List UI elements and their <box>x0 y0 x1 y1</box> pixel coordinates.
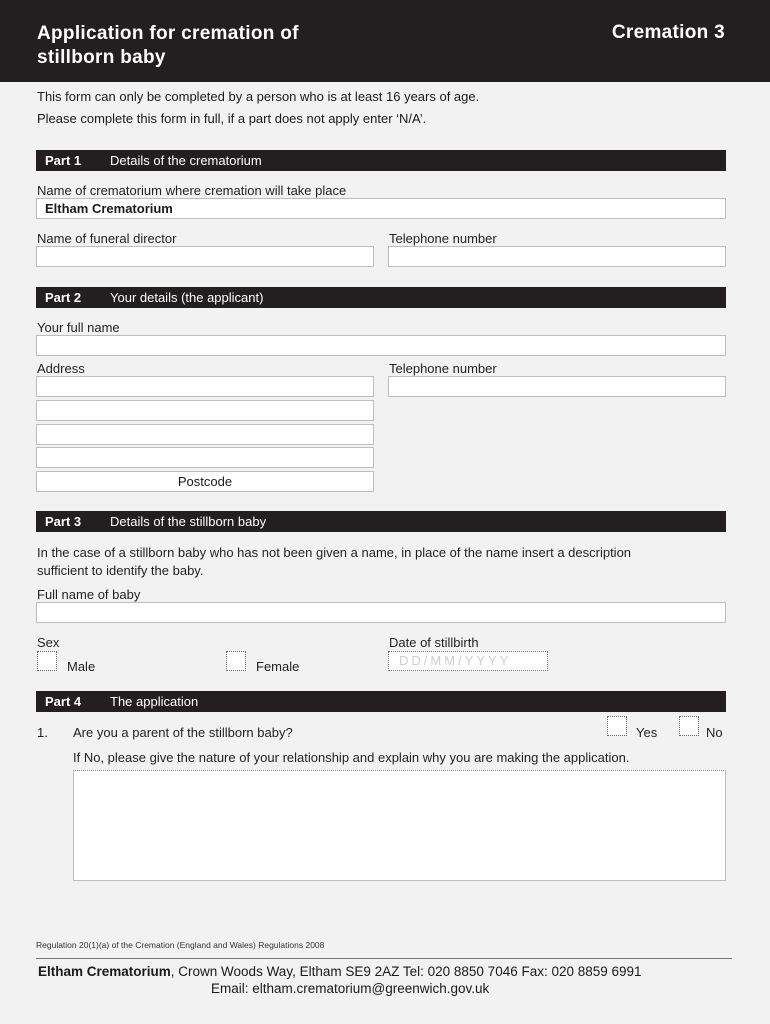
yes-label: Yes <box>636 725 658 740</box>
part2-header <box>36 287 726 308</box>
footer-address-line <box>38 964 642 979</box>
male-label: Male <box>67 659 96 674</box>
baby-name-note-line1: In the case of a stillborn baby who has not been given a name, in place of the name insert a description <box>37 545 632 560</box>
address-line1-field[interactable] <box>36 376 374 397</box>
stillbirth-date-field[interactable]: DD/MM/YYYY <box>388 651 548 671</box>
question1-followup: If No, please give the nature of your relationship and explain why you are making the application. <box>73 750 630 765</box>
intro-line1: This form can only be completed by a person who is at least 16 years of age. <box>37 89 480 104</box>
address-line4-field[interactable] <box>36 447 374 468</box>
applicant-address-label: Address <box>37 361 85 376</box>
part2-number: Part 2 <box>45 290 82 305</box>
part2-title: Your details (the applicant) <box>110 290 264 305</box>
funeral-director-label: Name of funeral director <box>37 231 177 246</box>
baby-name-note-line2: sufficient to identify the baby. <box>37 563 204 578</box>
part4-number: Part 4 <box>45 694 82 709</box>
form-title <box>37 22 397 70</box>
no-checkbox[interactable] <box>679 716 699 736</box>
regulation-reference: Regulation 20(1)(a) of the Cremation (England and Wales) Regulations 2008 <box>36 940 325 950</box>
part3-title: Details of the stillborn baby <box>110 514 267 529</box>
female-label: Female <box>256 659 300 674</box>
postcode-field[interactable]: Postcode <box>36 471 374 492</box>
part1-title: Details of the crematorium <box>110 153 262 168</box>
male-checkbox[interactable] <box>37 651 57 671</box>
female-checkbox[interactable] <box>226 651 246 671</box>
form-code: Cremation 3 <box>611 22 725 43</box>
part3-header <box>36 511 726 532</box>
question1-number: 1. <box>37 725 48 740</box>
applicant-name-label: Your full name <box>37 320 120 335</box>
relationship-explanation-field[interactable] <box>73 770 726 881</box>
crematorium-telephone-field[interactable] <box>388 246 726 267</box>
form-title-line2: stillborn baby <box>37 47 166 68</box>
part4-header <box>36 691 726 712</box>
part3-number: Part 3 <box>45 514 82 529</box>
baby-name-field[interactable] <box>36 602 726 623</box>
part1-header <box>36 150 726 171</box>
sex-label: Sex <box>37 635 60 650</box>
intro-line2: Please complete this form in full, if a part does not apply enter ‘N/A’. <box>37 111 427 126</box>
footer-org-name: Eltham Crematorium <box>38 964 171 979</box>
footer-divider <box>36 958 732 959</box>
applicant-name-field[interactable] <box>36 335 726 356</box>
part1-number: Part 1 <box>45 153 82 168</box>
crematorium-name-field[interactable]: Eltham Crematorium <box>36 198 726 219</box>
question1-text: Are you a parent of the stillborn baby? <box>73 725 293 740</box>
yes-checkbox[interactable] <box>607 716 627 736</box>
footer-email: Email: eltham.crematorium@greenwich.gov.uk <box>211 981 490 996</box>
no-label: No <box>706 725 723 740</box>
applicant-telephone-field[interactable] <box>388 376 726 397</box>
address-line2-field[interactable] <box>36 400 374 421</box>
crematorium-telephone-label: Telephone number <box>389 231 497 246</box>
address-line3-field[interactable] <box>36 424 374 445</box>
form-title-line1: Application for cremation of <box>37 23 299 44</box>
stillbirth-date-label: Date of stillbirth <box>389 635 479 650</box>
funeral-director-field[interactable] <box>36 246 374 267</box>
footer-address: , Crown Woods Way, Eltham SE9 2AZ Tel: 020 8850 7046 Fax: 020 8859 6991 <box>170 964 642 979</box>
crematorium-name-label: Name of crematorium where cremation will take place <box>37 183 347 198</box>
applicant-telephone-label: Telephone number <box>389 361 497 376</box>
part4-title: The application <box>110 694 199 709</box>
form-header <box>0 0 770 82</box>
baby-name-label: Full name of baby <box>37 587 141 602</box>
